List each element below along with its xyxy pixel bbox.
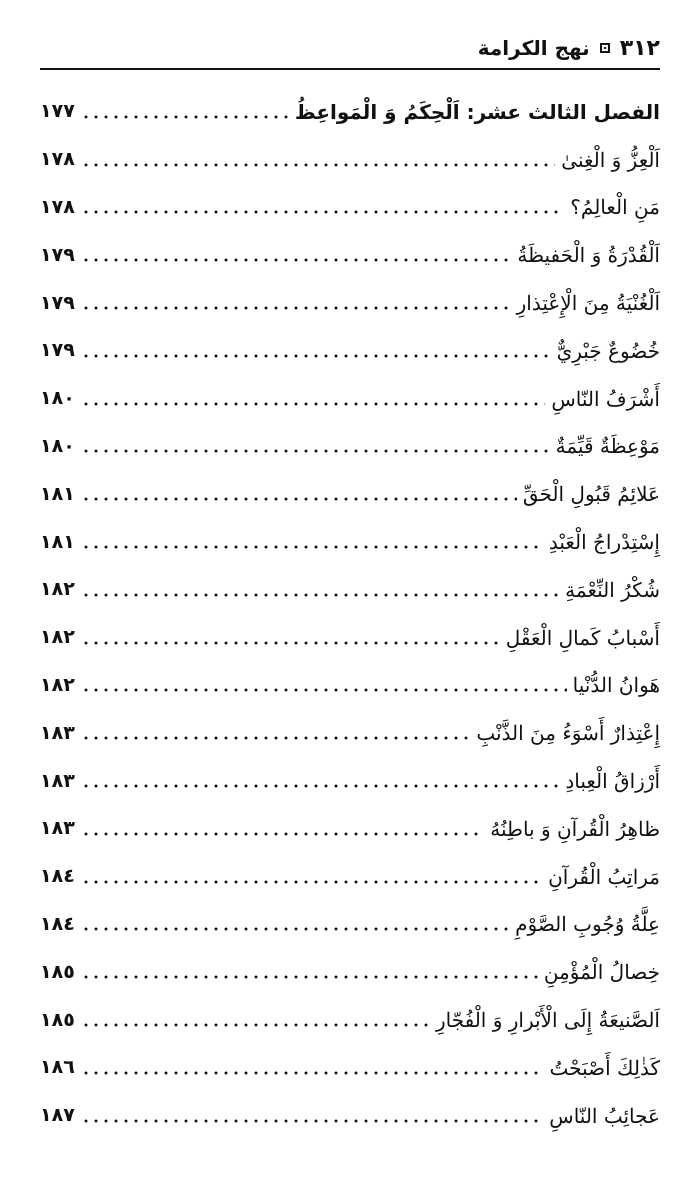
toc-entry (40, 423, 660, 471)
toc-entry-title: عِلَّةُ وُجُوبِ الصَّوْمِ (515, 912, 660, 937)
toc-entry-page-number: ١٧٩ (40, 339, 75, 362)
toc-entry-title: هَوانُ الدُّنْيا (572, 673, 660, 698)
toc-entry-page-number: ١٨٧ (40, 1104, 75, 1127)
toc-entry-page-number: ١٨٣ (40, 721, 75, 744)
toc-entry (40, 662, 660, 710)
dot-leader (81, 494, 517, 504)
toc-entry-page-number: ١٨١ (40, 482, 75, 505)
dot-leader (81, 446, 550, 456)
toc-entry-page-number: ١٨٢ (40, 578, 75, 601)
toc-entry-page-number: ١٧٧ (40, 100, 75, 123)
toc-entry (40, 757, 660, 805)
toc-entry-page-number: ١٨٣ (40, 769, 75, 792)
dot-leader (81, 207, 564, 217)
toc-entry-title: عَلائِمُ قَبُولِ الْحَقِّ (522, 482, 660, 507)
dot-leader (81, 399, 546, 409)
toc-entry-title: مَنِ الْعالِمُ؟ (570, 195, 660, 220)
toc-entry-title: اَلْعِزُّ وَ الْغِنىٰ (561, 147, 660, 172)
toc-entry-title: خِصالُ الْمُؤْمِنِ (543, 960, 660, 985)
dot-leader (81, 160, 555, 170)
toc-entry (40, 136, 660, 184)
toc-entry (40, 375, 660, 423)
toc-entry-title: أَسْبابُ كَمالِ الْعَقْلِ (505, 625, 660, 650)
toc-entry (40, 1044, 660, 1092)
toc-entry (40, 518, 660, 566)
toc-entry-page-number: ١٧٩ (40, 291, 75, 314)
toc-entry-page-number: ١٨٥ (40, 1008, 75, 1031)
toc-entry-title: اَلصَّنيعَةُ إِلَى الْأَبْرارِ وَ الْفُجّارِ (435, 1008, 660, 1033)
toc-entry (40, 470, 660, 518)
toc-entry-title: خُضُوعٌ جَبْرِيٌّ (556, 338, 660, 363)
toc-chapter-heading (40, 88, 660, 136)
toc-entry-page-number: ١٨٤ (40, 912, 75, 935)
toc-entry-page-number: ١٨٢ (40, 673, 75, 696)
toc-entry-title: كَذٰلِكَ أَصْبَحْتُ (549, 1055, 660, 1080)
dot-leader (81, 733, 471, 743)
table-of-contents (40, 88, 660, 1140)
toc-entry (40, 948, 660, 996)
running-head (40, 30, 660, 66)
toc-entry-page-number: ١٨٠ (40, 434, 75, 457)
dot-leader (81, 1068, 544, 1078)
toc-entry (40, 184, 660, 232)
toc-entry-title: مَوْعِظَةٌ قَيِّمَةٌ (555, 434, 660, 459)
toc-entry (40, 709, 660, 757)
dot-leader (81, 1020, 430, 1030)
header-rule (40, 68, 660, 70)
toc-entry-title: إِسْتِدْراجُ الْعَبْدِ (548, 530, 660, 555)
square-ornament-icon (600, 43, 610, 53)
toc-entry-page-number: ١٨٦ (40, 1056, 75, 1079)
dot-leader (81, 781, 560, 791)
dot-leader (81, 924, 509, 934)
toc-entry-page-number: ١٧٩ (40, 243, 75, 266)
dot-leader (81, 972, 538, 982)
toc-entry-title: مَراتِبُ الْقُرآنِ (548, 864, 660, 889)
toc-entry-page-number: ١٨٠ (40, 387, 75, 410)
toc-entry-title: أَرْزاقُ الْعِبادِ (565, 769, 660, 794)
dot-leader (81, 877, 542, 887)
toc-entry-title: شُكْرُ النِّعْمَةِ (565, 577, 660, 602)
dot-leader (81, 685, 567, 695)
toc-entry-page-number: ١٧٨ (40, 195, 75, 218)
dot-leader (81, 303, 511, 313)
toc-entry (40, 231, 660, 279)
toc-entry (40, 566, 660, 614)
toc-entry-title: ظاهِرُ الْقُرآنِ وَ باطِنُهُ (490, 816, 660, 841)
dot-leader (81, 255, 512, 265)
toc-entry-title: إِعْتِذارٌ أَسْوَءُ مِنَ الذَّنْبِ (476, 721, 660, 746)
toc-entry-page-number: ١٧٨ (40, 148, 75, 171)
toc-entry-page-number: ١٨٢ (40, 626, 75, 649)
toc-entry (40, 805, 660, 853)
toc-entry-page-number: ١٨٥ (40, 960, 75, 983)
dot-leader (81, 829, 484, 839)
book-title: نهج الكرامة (477, 36, 590, 60)
dot-leader (81, 638, 500, 648)
toc-entry (40, 1092, 660, 1140)
page-number: ٣١٢ (619, 35, 660, 61)
dot-leader (81, 351, 551, 361)
toc-entry-page-number: ١٨٤ (40, 865, 75, 888)
toc-entry (40, 901, 660, 949)
dot-leader (81, 590, 559, 600)
toc-entry-page-number: ١٨٣ (40, 817, 75, 840)
dot-leader (81, 1116, 544, 1126)
toc-entry-page-number: ١٨١ (40, 530, 75, 553)
toc-entry-title: أَشْرَفُ النّاسِ (551, 386, 660, 411)
toc-entry (40, 996, 660, 1044)
toc-entry-title: عَجائِبُ النّاسِ (549, 1103, 660, 1128)
dot-leader (81, 112, 289, 122)
toc-entry (40, 614, 660, 662)
toc-entry (40, 279, 660, 327)
toc-entry-title: الفصل الثالث عشر: اَلْحِكَمُ وَ الْمَواعِظُ (294, 99, 660, 124)
dot-leader (81, 542, 543, 552)
toc-entry-title: اَلْغُنْيَةُ مِنَ الْإِعْتِذارِ (516, 291, 660, 316)
toc-entry-title: اَلْقُدْرَةُ وَ الْحَفيظَةُ (517, 243, 660, 268)
toc-entry (40, 327, 660, 375)
toc-entry (40, 853, 660, 901)
